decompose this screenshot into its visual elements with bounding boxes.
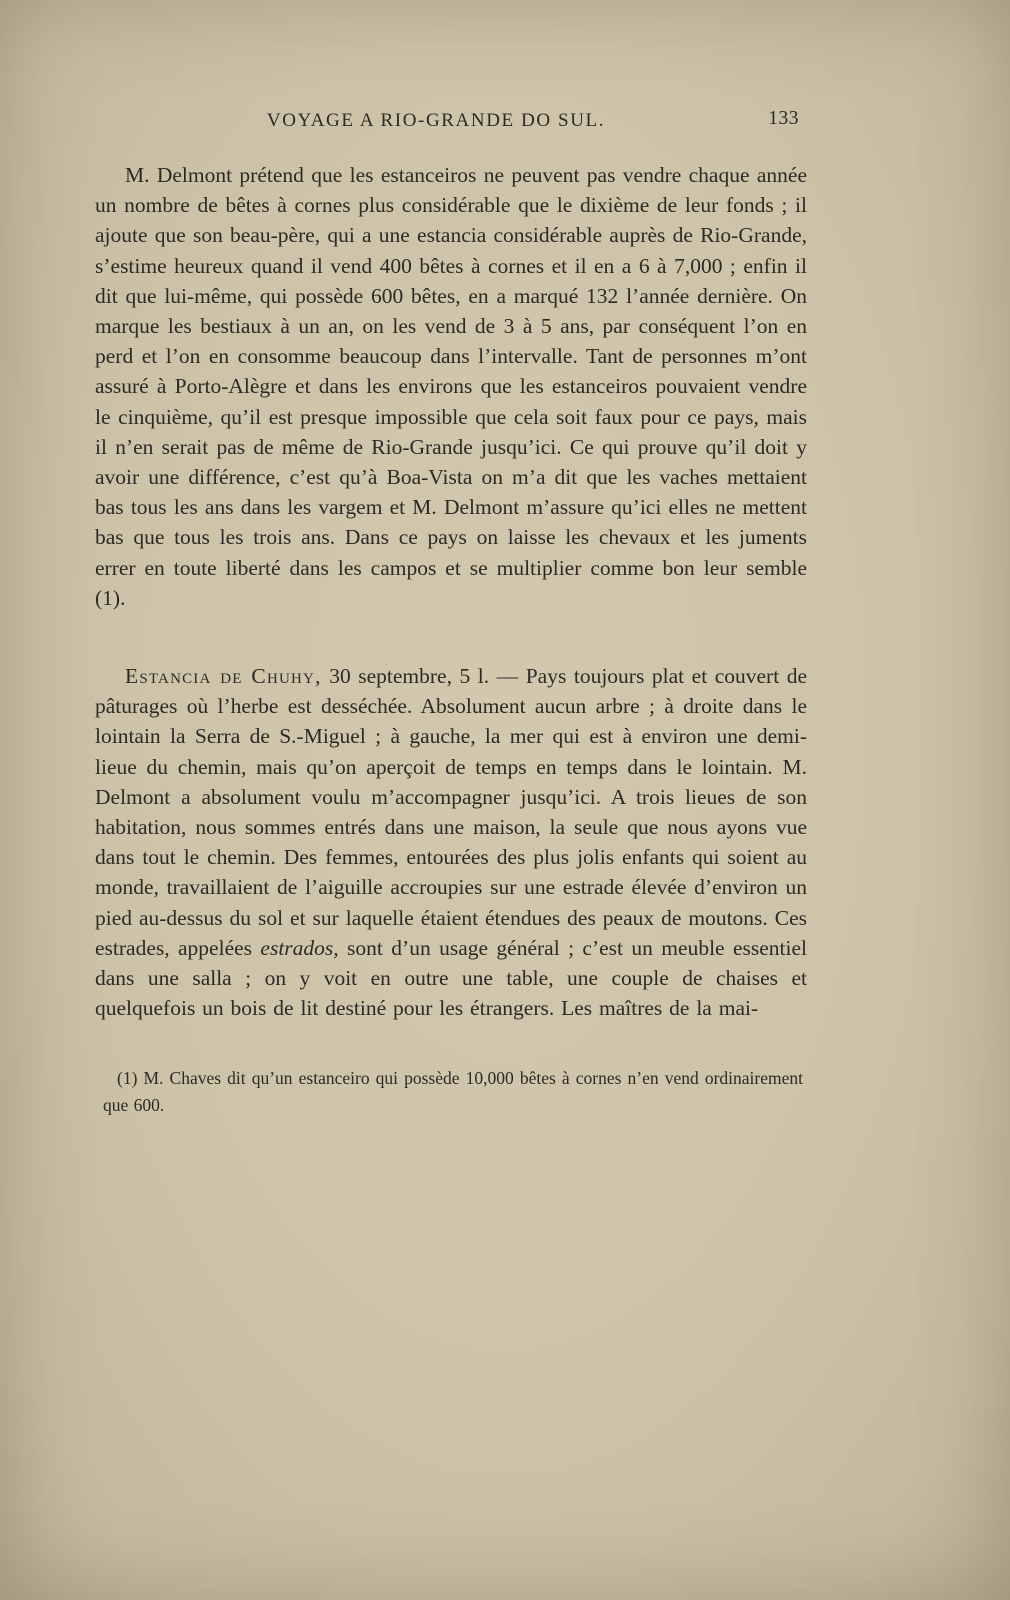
page-number: 133 <box>768 108 799 129</box>
paragraph-estancia <box>95 661 807 1023</box>
italic-term-estrados: estrados, <box>260 935 339 960</box>
text-block <box>95 0 807 1136</box>
paragraph-delmont: M. Delmont prétend que les estanceiros ne peuvent pas vendre chaque année un nombre de bêtes à cornes plus considérable que le dixième de leur fonds ; il ajoute que son beau-père, qui a une estancia considérable auprès de Rio-Grande, s’estime heureux quand il vend 400 bêtes à cornes et il en a 6 à 7,000 ; enfin il dit que lui-même, qui possède 600 bêtes, en a marqué 132 l’année dernière. On marque les bestiaux à un an, on les vend de 3 à 5 ans, par conséquent l’on en perd et l’on en consomme beaucoup dans l’intervalle. Tant de personnes m’ont assuré à Porto-Alègre et dans les environs que les estanceiros pouvaient vendre le cinquième, qu’il est presque impossible que cela soit faux pour ce pays, mais il n’en serait pas de même de Rio-Grande jusqu’ici. Ce qui prouve qu’il doit y avoir une différence, c’est qu’à Boa-Vista on m’a dit que les vaches mettaient bas tous les ans dans les vargem et M. Delmont m’assure qu’ici elles ne mettent bas que tous les trois ans. Dans ce pays on laisse les chevaux et les juments errer en toute liberté dans les campos et se multiplier comme bon leur semble (1). <box>95 163 807 610</box>
body-copy <box>95 160 807 1118</box>
footnote: (1) M. Chaves dit qu’un estanceiro qui possède 10,000 bêtes à cornes n’en vend ordinairement que 600. <box>103 1068 803 1115</box>
running-header <box>95 110 807 140</box>
paragraph-lead-smallcaps: Estancia de Chuhy, <box>125 664 322 689</box>
paragraph-text-1: 30 septembre, 5 l. — Pays toujours plat et couvert de pâturages où l’herbe est desséchée. Absolument aucun arbre ; à droite dans le lointain la Serra de S.-Miguel ; à gauche, la mer qui est à environ une demi-lieue du chemin, mais qu’on aperçoit de temps en temps dans le lointain. M. Delmont a absolument voulu m’accompagner jusqu’ici. A trois lieues de son habitation, nous sommes entrés dans une maison, la seule que nous ayons vue dans tout le chemin. Des femmes, entourées des plus jolis enfants qui soient au monde, travaillaient de l’aiguille accroupies sur une estrade élevée d’environ un pied au-dessus du sol et sur laquelle étaient étendues des peaux de moutons. Ces estrades, appelées <box>95 664 807 960</box>
paragraph-text-2: sont d’un usage général ; c’est un meuble essentiel dans une salla ; on y voit en outre une table, une couple de chaises et quelquefois un bois de lit destiné pour les étrangers. Les maîtres de la mai- <box>95 935 807 1021</box>
running-title: VOYAGE A RIO-GRANDE DO SUL. <box>266 110 606 131</box>
